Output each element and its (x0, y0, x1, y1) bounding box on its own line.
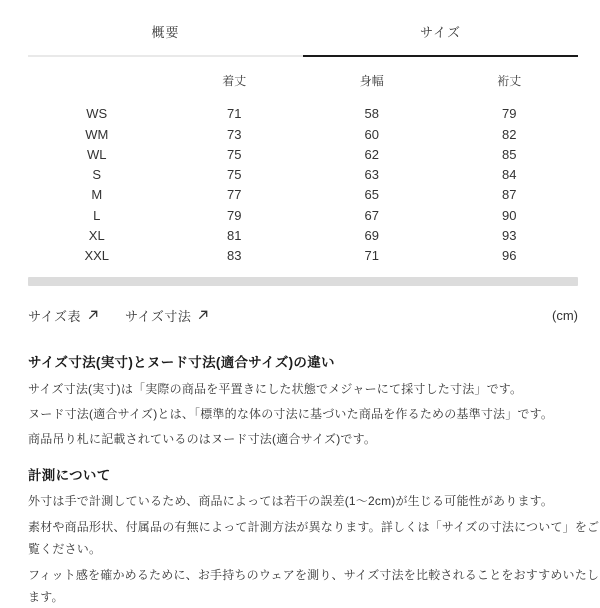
measurement-value: 81 (227, 228, 242, 244)
measurement-value: 83 (227, 248, 242, 264)
size-label: XL (88, 228, 105, 244)
measurement-value: 77 (227, 187, 242, 203)
measurement-value: 71 (364, 248, 379, 264)
section-size-difference (28, 351, 578, 452)
body-text-line: 覧ください。 (28, 541, 102, 556)
external-link-icon (197, 309, 209, 321)
body-text-line: 商品吊り札に記載されているのはヌード寸法(適合サイズ)です。 (28, 431, 377, 446)
size-label: WM (85, 126, 109, 142)
section-measurement (28, 464, 600, 608)
body-text-line: 素材や商品形状、付属品の有無によって計測方法が異なります。詳しくは「サイズの寸法について」をご (28, 519, 600, 534)
tab-size[interactable]: サイズ (303, 14, 578, 57)
size-label: L (93, 207, 101, 223)
measurement-value: 79 (227, 207, 242, 223)
body-text-line: サイズ寸法(実寸)は「実際の商品を平置きにした状態でメジャーにて採寸した寸法」です。 (28, 381, 523, 396)
measurement-value: 69 (364, 228, 379, 244)
column-header-length: 着丈 (222, 74, 247, 88)
measurement-value: 84 (502, 167, 517, 183)
measurement-value: 87 (502, 187, 517, 203)
measurement-value: 96 (502, 248, 517, 264)
table-row (28, 246, 578, 266)
table-row (28, 185, 578, 205)
measurement-value: 90 (502, 207, 517, 223)
measurement-value: 65 (364, 187, 379, 203)
measurement-value: 58 (364, 106, 379, 122)
tab-overview[interactable]: 概要 (28, 14, 303, 57)
table-row (28, 104, 578, 124)
unit-label: (cm) (552, 307, 578, 323)
size-links-row (28, 306, 578, 325)
measurement-value: 93 (502, 228, 517, 244)
corner-cell (28, 71, 166, 91)
section-heading: 計測について (28, 467, 111, 483)
size-label: XXL (84, 248, 110, 264)
body-paragraph (28, 564, 600, 608)
measurement-value: 60 (364, 126, 379, 142)
measurement-value: 79 (502, 106, 517, 122)
column-header-sleeve: 裄丈 (497, 74, 522, 88)
table-row (28, 206, 578, 226)
table-row (28, 125, 578, 145)
size-label: M (91, 187, 103, 203)
section-heading: サイズ寸法(実寸)とヌード寸法(適合サイズ)の違い (28, 354, 335, 370)
size-label: WS (86, 106, 108, 122)
measurement-value: 75 (227, 146, 242, 162)
body-paragraph (28, 516, 600, 560)
body-text-line: ヌード寸法(適合サイズ)とは、「標準的な体の寸法に基づいた商品を作るための基準寸法」です。 (28, 406, 554, 421)
horizontal-scrollbar[interactable] (28, 277, 578, 286)
table-header-row (28, 71, 578, 91)
table-row (28, 226, 578, 246)
measurement-value: 82 (502, 126, 517, 142)
table-row (28, 165, 578, 185)
measurement-value: 63 (364, 167, 379, 183)
body-text-line: ます。 (28, 589, 64, 604)
size-dimensions-link[interactable] (125, 306, 209, 325)
size-chart-link-label: サイズ表 (28, 308, 81, 324)
column-header-width: 身幅 (359, 74, 384, 88)
table-row (28, 145, 578, 165)
size-chart-link[interactable] (28, 306, 99, 325)
tab-bar (28, 14, 578, 57)
measurement-value: 71 (227, 106, 242, 122)
measurement-value: 62 (364, 146, 379, 162)
measurement-value: 85 (502, 146, 517, 162)
body-text-line: 外寸は手で計測しているため、商品によっては若干の誤差(1〜2cm)が生じる可能性があります。 (28, 493, 554, 508)
measurement-value: 73 (227, 126, 242, 142)
measurement-value: 75 (227, 167, 242, 183)
measurement-value: 67 (364, 207, 379, 223)
size-dimensions-link-label: サイズ寸法 (124, 308, 192, 324)
size-label: S (92, 167, 102, 183)
external-link-icon (87, 309, 99, 321)
body-paragraph (28, 490, 578, 512)
body-text-line: フィット感を確かめるために、お手持ちのウェアを測り、サイズ寸法を比較されることをおすすめいたし (28, 567, 600, 582)
size-label: WL (87, 146, 107, 162)
size-table (28, 71, 578, 267)
